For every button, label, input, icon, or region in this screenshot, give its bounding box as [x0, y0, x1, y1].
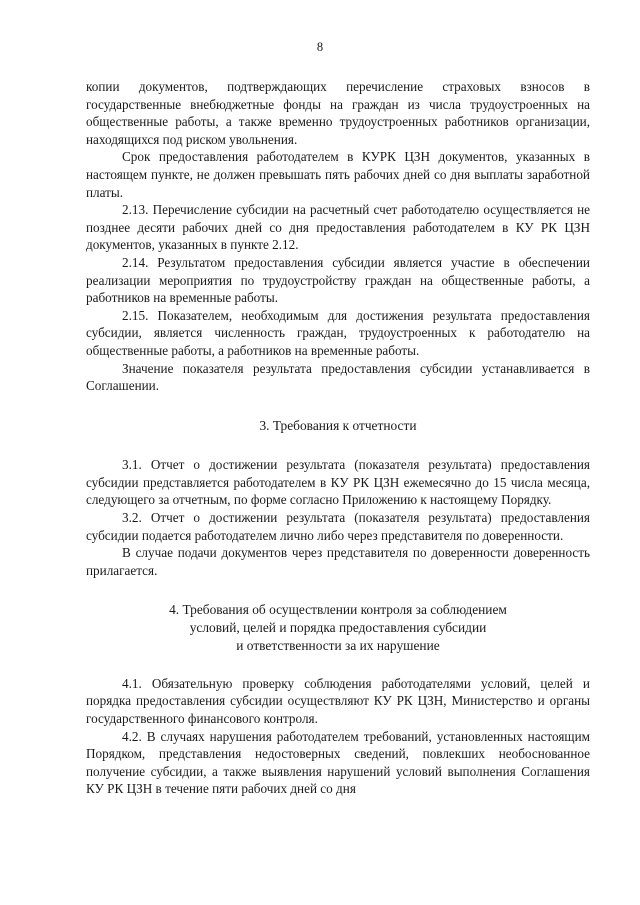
- section-4-title-line: 4. Требования об осуществлении контроля за соблюдением: [169, 602, 507, 618]
- paragraph-power-of-attorney: В случае подачи документов через представителя по доверенности доверенность прилагается.: [86, 545, 590, 578]
- section-4-title-line: условий, целей и порядка предоставления субсидии: [189, 620, 487, 636]
- section-4-title: [86, 601, 590, 654]
- paragraph-4-1: 4.1. Обязательную проверку соблюдения работодателями условий, целей и порядка предоставления субсидии осуществляют КУ РК ЦЗН, Министерство и органы государственного финансового контроля.: [86, 675, 590, 727]
- paragraph-3-1: 3.1. Отчет о достижении результата (показателя результата) предоставления субсидии представляется работодателем в КУ РК ЦЗН ежемесячно до 15 числа месяца, следующего за отчетным, по форме согласно Приложению к настоящему Порядку.: [86, 457, 590, 508]
- paragraph-4-2: 4.2. В случаях нарушения работодателем требований, установленных настоящим Порядком, представления недостоверных сведений, повлекших необоснованное получение субсидии, а также выявления нарушений условий выполнения Соглашения КУ РК ЦЗН в течение пяти рабочих дней со дня: [86, 728, 590, 797]
- paragraph-insurance-docs: копии документов, подтверждающих перечисление страховых взносов в государственные внебюджетные фонды на граждан из числа трудоустроенных на общественные работы, а также временно трудоустроенных работников организации, находящихся под риском увольнения.: [86, 79, 590, 147]
- paragraph-indicator-value: Значение показателя результата предоставления субсидии устанавливается в Соглашении.: [86, 360, 590, 394]
- paragraph-2-14: 2.14. Результатом предоставления субсидии является участие в обеспечении реализации мероприятия по трудоустройству граждан на общественные работы, а работников на временные работы.: [86, 254, 590, 306]
- paragraph-3-2: 3.2. Отчет о достижении результата (показателя результата) предоставления субсидии подается работодателем лично либо через представителя по доверенности.: [86, 510, 590, 543]
- section-3-title: 3. Требования к отчетности: [259, 417, 417, 433]
- paragraph-submission-deadline: Срок предоставления работодателем в КУРК ЦЗН документов, указанных в настоящем пункте, не должен превышать пять рабочих дней со дня выплаты заработной платы.: [86, 149, 590, 200]
- paragraph-2-13: 2.13. Перечисление субсидии на расчетный счет работодателю осуществляется не позднее десяти рабочих дней со дня предоставления работодателем в КУ РК ЦЗН документов, указанных в пункте 2.12.: [86, 202, 590, 253]
- page-number: 8: [316, 40, 324, 54]
- paragraph-2-15: 2.15. Показателем, необходимым для достижения результата предоставления субсидии, является численность граждан, трудоустроенных к работодателю на общественные работы, а работников на временные работы.: [86, 307, 590, 358]
- section-4-title-line: и ответственности за их нарушение: [236, 638, 440, 654]
- document-body: [86, 78, 590, 798]
